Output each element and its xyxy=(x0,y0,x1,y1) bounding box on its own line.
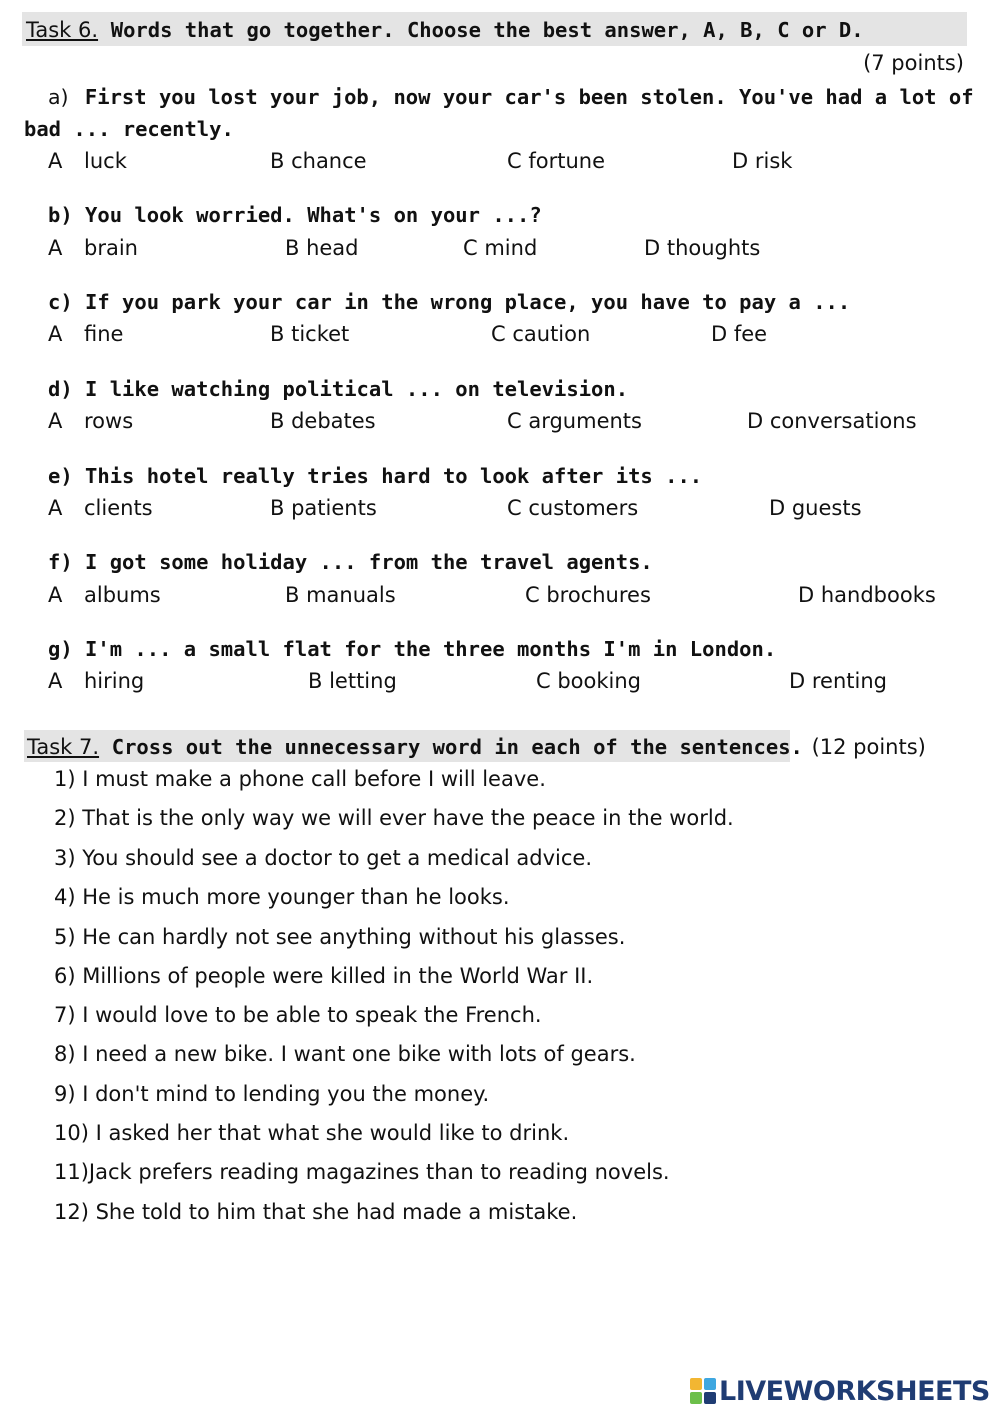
sentence-5[interactable]: 5) He can hardly not see anything without his glasses. xyxy=(54,925,626,949)
option-c[interactable]: C fortune xyxy=(507,149,605,173)
option-b[interactable]: B debates xyxy=(270,409,376,433)
option-a[interactable]: clients xyxy=(84,496,153,520)
question-label: c) xyxy=(48,290,73,314)
sentence-8[interactable]: 8) I need a new bike. I want one bike with lots of gears. xyxy=(54,1042,636,1066)
option-b[interactable]: B chance xyxy=(270,149,367,173)
question-a-continuation: bad ... recently. xyxy=(24,117,234,141)
question-text: I like watching political ... on television. xyxy=(85,377,629,401)
question-text: If you park your car in the wrong place, you have to pay a ... xyxy=(85,290,851,314)
option-letter: A xyxy=(48,669,63,693)
option-d[interactable]: D thoughts xyxy=(644,236,761,260)
question-e xyxy=(48,464,702,488)
option-d[interactable]: D handbooks xyxy=(798,583,936,607)
option-c[interactable]: C booking xyxy=(536,669,641,693)
sentence-10[interactable]: 10) I asked her that what she would like to drink. xyxy=(54,1121,570,1145)
question-label: b) xyxy=(48,203,73,227)
option-b[interactable]: B letting xyxy=(308,669,397,693)
question-text: This hotel really tries hard to look after its ... xyxy=(85,464,703,488)
sentence-9[interactable]: 9) I don't mind to lending you the money. xyxy=(54,1082,490,1106)
question-g xyxy=(48,637,776,661)
task7-number: Task 7. xyxy=(27,735,100,759)
option-a[interactable]: brain xyxy=(84,236,138,260)
question-c xyxy=(48,290,850,314)
option-letter: A xyxy=(48,149,63,173)
logo-text: LIVEWORKSHEETS xyxy=(719,1375,990,1407)
option-b[interactable]: B manuals xyxy=(285,583,396,607)
question-label: e) xyxy=(48,464,73,488)
task6-instruction: Words that go together. Choose the best answer, A, B, C or D. xyxy=(110,18,864,42)
sentence-7[interactable]: 7) I would love to be able to speak the French. xyxy=(54,1003,542,1027)
option-d[interactable]: D renting xyxy=(789,669,887,693)
question-label: g) xyxy=(48,637,73,661)
option-letter: A xyxy=(48,496,63,520)
sentence-2[interactable]: 2) That is the only way we will ever have the peace in the world. xyxy=(54,806,734,830)
question-d xyxy=(48,377,628,401)
sentence-11[interactable]: 11)Jack prefers reading magazines than to reading novels. xyxy=(54,1160,670,1184)
question-label: a) xyxy=(48,85,69,109)
option-c[interactable]: C arguments xyxy=(507,409,642,433)
task6-points: (7 points) xyxy=(863,51,964,75)
option-b[interactable]: B head xyxy=(285,236,359,260)
option-d[interactable]: D conversations xyxy=(747,409,917,433)
sentence-12[interactable]: 12) She told to him that she had made a mistake. xyxy=(54,1200,578,1224)
option-d[interactable]: D risk xyxy=(732,149,793,173)
option-c[interactable]: C brochures xyxy=(525,583,651,607)
question-text: First you lost your job, now your car's been stolen. You've had a lot of xyxy=(84,85,974,109)
option-d[interactable]: D guests xyxy=(769,496,862,520)
task7-instruction: Cross out the unnecessary word in each of the sentences. xyxy=(111,735,803,759)
option-a[interactable]: fine xyxy=(84,322,124,346)
option-c[interactable]: C caution xyxy=(491,322,591,346)
option-b[interactable]: B patients xyxy=(270,496,377,520)
option-c[interactable]: C mind xyxy=(463,236,538,260)
option-a[interactable]: hiring xyxy=(84,669,145,693)
option-c[interactable]: C customers xyxy=(507,496,639,520)
task7-points: (12 points) xyxy=(811,735,926,759)
option-a[interactable]: luck xyxy=(84,149,127,173)
question-f xyxy=(48,550,653,574)
option-d[interactable]: D fee xyxy=(711,322,768,346)
sentence-4[interactable]: 4) He is much more younger than he looks. xyxy=(54,885,510,909)
question-label: f) xyxy=(48,550,73,574)
option-letter: A xyxy=(48,583,63,607)
sentence-6[interactable]: 6) Millions of people were killed in the World War II. xyxy=(54,964,594,988)
option-a[interactable]: rows xyxy=(84,409,134,433)
option-letter: A xyxy=(48,236,63,260)
question-label: d) xyxy=(48,377,73,401)
option-b[interactable]: B ticket xyxy=(270,322,350,346)
task6-number: Task 6. xyxy=(26,18,99,42)
question-text: I got some holiday ... from the travel agents. xyxy=(85,550,653,574)
sentence-1[interactable]: 1) I must make a phone call before I will leave. xyxy=(54,767,546,791)
option-letter: A xyxy=(48,409,63,433)
task6-heading xyxy=(26,18,864,42)
task7-heading xyxy=(27,735,926,759)
option-letter: A xyxy=(48,322,63,346)
question-text: I'm ... a small flat for the three months I'm in London. xyxy=(85,637,777,661)
question-text: You look worried. What's on your ...? xyxy=(85,203,542,227)
question-a xyxy=(48,85,974,109)
liveworksheets-logo-icon xyxy=(690,1378,716,1404)
liveworksheets-logo xyxy=(690,1376,990,1406)
question-b xyxy=(48,203,542,227)
option-a[interactable]: albums xyxy=(84,583,161,607)
sentence-3[interactable]: 3) You should see a doctor to get a medical advice. xyxy=(54,846,592,870)
